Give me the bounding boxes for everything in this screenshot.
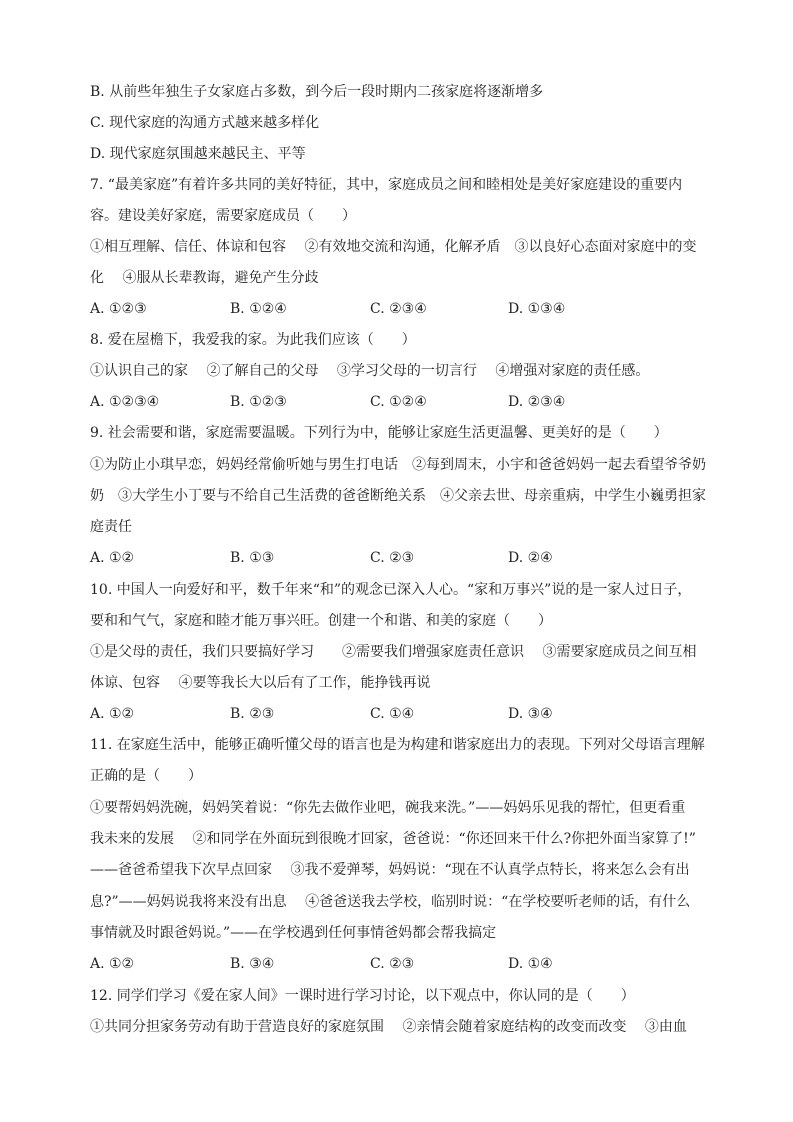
q9-option-c: C. ②③ xyxy=(370,550,415,566)
q10-option-b: B. ②③ xyxy=(230,706,275,722)
q9-option-d: D. ②④ xyxy=(508,550,553,566)
q7-option-d: D. ①③④ xyxy=(508,301,566,317)
q9-statements-line-1: ①为防止小琪早恋，妈妈经常偷听她与男生打电话 ②每到周末，小宇和爸爸妈妈一起去看望爷爷奶 xyxy=(90,457,706,473)
q11-options xyxy=(90,954,650,974)
q6-option-c: C. 现代家庭的沟通方式越来越多样化 xyxy=(90,115,320,131)
q11-statements-line-2: 我未来的发展 ②和同学在外面玩到很晚才回家，爸爸说：“你还回来干什么?你把外面当家算了!” xyxy=(90,831,696,847)
q7-options xyxy=(90,299,650,319)
q11-statements-line-4: 息?”——妈妈说我将来没有出息 ④爸爸送我去学校，临别时说：“在学校要听老师的话，有什么 xyxy=(90,894,691,910)
q7-option-a: A. ①②③ xyxy=(90,301,147,317)
q10-statements-line-2: 体谅、包容 ④要等我长大以后有了工作，能挣钱再说 xyxy=(90,675,431,691)
q10-option-a: A. ①② xyxy=(90,706,135,722)
q7-option-b: B. ①②④ xyxy=(230,301,287,317)
q10-options xyxy=(90,704,650,724)
q9-statements-line-3: 庭责任 xyxy=(90,519,132,535)
q11-statements-line-5: 事情就及时跟爸妈说。”——在学校遇到任何事情爸妈都会帮我搞定 xyxy=(90,925,497,941)
q6-option-b: B. 从前些年独生子女家庭占多数，到今后一段时期内二孩家庭将逐渐增多 xyxy=(90,84,544,100)
q9-statements-line-2: 奶 ③大学生小丁要与不给自己生活费的爸爸断绝关系 ④父亲去世、母亲重病，中学生小巍勇担家 xyxy=(90,488,706,504)
q9-options xyxy=(90,548,650,568)
q7-stem-line-1: 7. “最美家庭”有着许多共同的美好特征，其中，家庭成员之间和睦相处是美好家庭建设的重要内 xyxy=(90,177,683,193)
q11-option-a: A. ①② xyxy=(90,956,135,972)
q6-option-d: D. 现代家庭氛围越来越民主、平等 xyxy=(90,146,306,162)
q11-statements-line-1: ①要帮妈妈洗碗，妈妈笑着说：“你先去做作业吧，碗我来洗。”——妈妈乐见我的帮忙，但更看重 xyxy=(90,800,686,816)
q10-stem-line-2: 要和和气气，家庭和睦才能万事兴旺。创建一个和谐、和美的家庭（ ） xyxy=(90,613,552,629)
q11-stem-line-1: 11. 在家庭生活中，能够正确听懂父母的语言也是为构建和谐家庭出力的表现。下列对父母语言理解 xyxy=(90,737,705,753)
q11-option-b: B. ③④ xyxy=(230,956,275,972)
q9-option-a: A. ①② xyxy=(90,550,135,566)
q7-statements-line-1: ①相互理解、信任、体谅和包容 ②有效地交流和沟通，化解矛盾 ③以良好心态面对家庭中的变 xyxy=(90,239,697,255)
q11-option-c: C. ②③ xyxy=(370,956,415,972)
q8-statements: ①认识自己的家 ②了解自己的父母 ③学习父母的一切言行 ④增强对家庭的责任感。 xyxy=(90,363,650,379)
q11-statements-line-3: ——爸爸希望我下次早点回家 ③我不爱弹琴，妈妈说：“现在不认真学点特长，将来怎么会有出 xyxy=(90,862,690,878)
q11-option-d: D. ①④ xyxy=(508,956,553,972)
q8-options xyxy=(90,392,650,412)
q10-stem-line-1: 10. 中国人一向爱好和平，数千年来“和”的观念已深入人心。“家和万事兴”说的是一家人过日子， xyxy=(90,582,692,598)
q10-option-c: C. ①④ xyxy=(370,706,415,722)
q11-stem-line-2: 正确的是（ ） xyxy=(90,768,202,784)
q7-option-c: C. ②③④ xyxy=(370,301,427,317)
q8-option-b: B. ①②③ xyxy=(230,394,287,410)
q7-statements-line-2: 化 ④服从长辈教诲，避免产生分歧 xyxy=(90,270,319,286)
q8-option-d: D. ②③④ xyxy=(508,394,566,410)
q10-option-d: D. ③④ xyxy=(508,706,553,722)
q12-stem: 12. 同学们学习《爱在家人间》一课时进行学习讨论，以下观点中，你认同的是（ ） xyxy=(90,988,635,1004)
q7-stem-line-2: 容。建设美好家庭，需要家庭成员（ ） xyxy=(90,208,356,224)
q9-stem: 9. 社会需要和谐，家庭需要温暖。下列行为中，能够让家庭生活更温馨、更美好的是（ ） xyxy=(90,425,668,441)
q8-option-a: A. ①②③④ xyxy=(90,394,160,410)
q10-statements-line-1: ①是父母的责任，我们只要搞好学习 ②需要我们增强家庭责任意识 ③需要家庭成员之间互相 xyxy=(90,644,697,660)
q12-statements-line-1: ①共同分担家务劳动有助于营造良好的家庭氛围 ②亲情会随着家庭结构的改变而改变 ③由血 xyxy=(90,1019,687,1035)
q9-option-b: B. ①③ xyxy=(230,550,275,566)
q8-option-c: C. ①②④ xyxy=(370,394,427,410)
q8-stem: 8. 爱在屋檐下，我爱我的家。为此我们应该（ ） xyxy=(90,332,416,348)
